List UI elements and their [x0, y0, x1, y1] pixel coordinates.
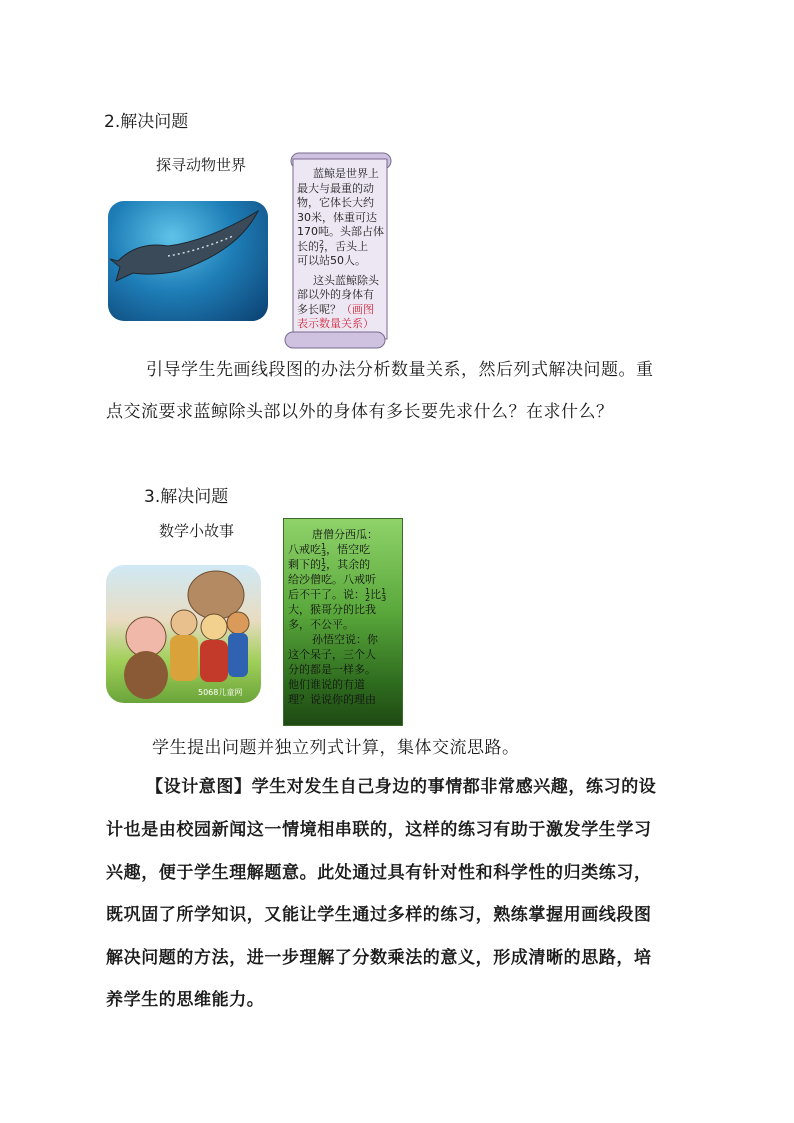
- note-line: 大，猴哥分的比我: [288, 603, 376, 616]
- blue-whale-image: [108, 201, 268, 321]
- section3-paragraph: 学生提出问题并独立列式计算，集体交流思路。: [152, 738, 520, 758]
- fraction-one-third: 1 3: [321, 542, 327, 558]
- note-line: 唐僧分西瓜：: [312, 528, 378, 541]
- scroll-hint: （画图: [341, 302, 374, 316]
- note-line: 他们谁说的有道: [288, 678, 365, 691]
- scroll-line: 长的2 7，舌头上: [297, 238, 369, 255]
- note-line: 分的都是一样多。: [288, 663, 376, 676]
- story-note-text: [288, 527, 400, 707]
- scroll-question-line: 部以外的身体有: [297, 288, 374, 301]
- section2-heading: 2.解决问题: [104, 112, 189, 132]
- fraction-one-half: 1 2: [365, 587, 371, 603]
- cartoon-watermark: 5068儿童网: [198, 688, 243, 697]
- scroll-hint-line: 表示数量关系）: [297, 317, 374, 330]
- scroll-question-line: 这头蓝鲸除头: [313, 273, 379, 287]
- note-line: 剩下的1 2，其余的: [288, 557, 371, 573]
- section2-caption: 探寻动物世界: [156, 156, 247, 174]
- scroll-question-line: 多长呢？（画图: [297, 302, 374, 316]
- fraction-one-third: 1 3: [381, 587, 387, 603]
- section3-caption: 数学小故事: [159, 522, 235, 540]
- note-line: 后不干了。说：1 2比1 3: [288, 587, 387, 603]
- story-note: [283, 518, 403, 726]
- note-line: 孙悟空说：你: [312, 633, 378, 646]
- note-line: 多，不公平。: [288, 618, 354, 631]
- design-intent-line-2: 计也是由校园新闻这一情境相串联的，这样的练习有助于激发学生学习: [106, 820, 652, 840]
- section2-paragraph-line-1: 引导学生先画线段图的办法分析数量关系，然后列式解决问题。重: [146, 360, 654, 380]
- cartoon-characters-icon: [106, 565, 261, 703]
- journey-west-cartoon-image: [106, 565, 261, 703]
- scroll-line: 可以站50人。: [297, 254, 366, 267]
- blue-whale-icon: [108, 201, 268, 321]
- design-intent-line-6: 养学生的思维能力。: [106, 990, 265, 1010]
- scroll-line: 蓝鲸是世界上: [313, 167, 379, 180]
- design-intent-line-4: 既巩固了所学知识，又能让学生通过多样的练习，熟练掌握用画线段图: [106, 905, 652, 925]
- section3-heading: 3.解决问题: [144, 487, 229, 507]
- fraction-two-sevenths: 2 7: [319, 238, 325, 255]
- note-line: 八戒吃1 3，悟空吃: [288, 542, 371, 558]
- scroll-line: 30米，体重可达: [297, 210, 377, 224]
- design-intent-line-3: 兴趣，便于学生理解题意。此处通过具有针对性和科学性的归类练习，: [106, 863, 652, 883]
- scroll-content: [297, 167, 389, 332]
- design-intent-line-1: 【设计意图】学生对发生自己身边的事情都非常感兴趣，练习的设: [146, 777, 657, 797]
- note-line: 这个呆子，三个人: [288, 648, 376, 661]
- section2-paragraph-line-2: 点交流要求蓝鲸除头部以外的身体有多长要先求什么？在求什么？: [106, 402, 614, 422]
- scroll-line: 170吨。头部占体: [297, 225, 384, 238]
- design-intent-line-5: 解决问题的方法，进一步理解了分数乘法的意义，形成清晰的思路，培: [106, 948, 652, 968]
- fraction-one-half: 1 2: [321, 557, 327, 573]
- scroll-line: 物，它体长大约: [297, 196, 374, 209]
- note-line: 给沙僧吃。八戒听: [288, 573, 376, 586]
- note-line: 理？说说你的理由: [288, 693, 376, 706]
- scroll-line: 最大与最重的动: [297, 181, 374, 195]
